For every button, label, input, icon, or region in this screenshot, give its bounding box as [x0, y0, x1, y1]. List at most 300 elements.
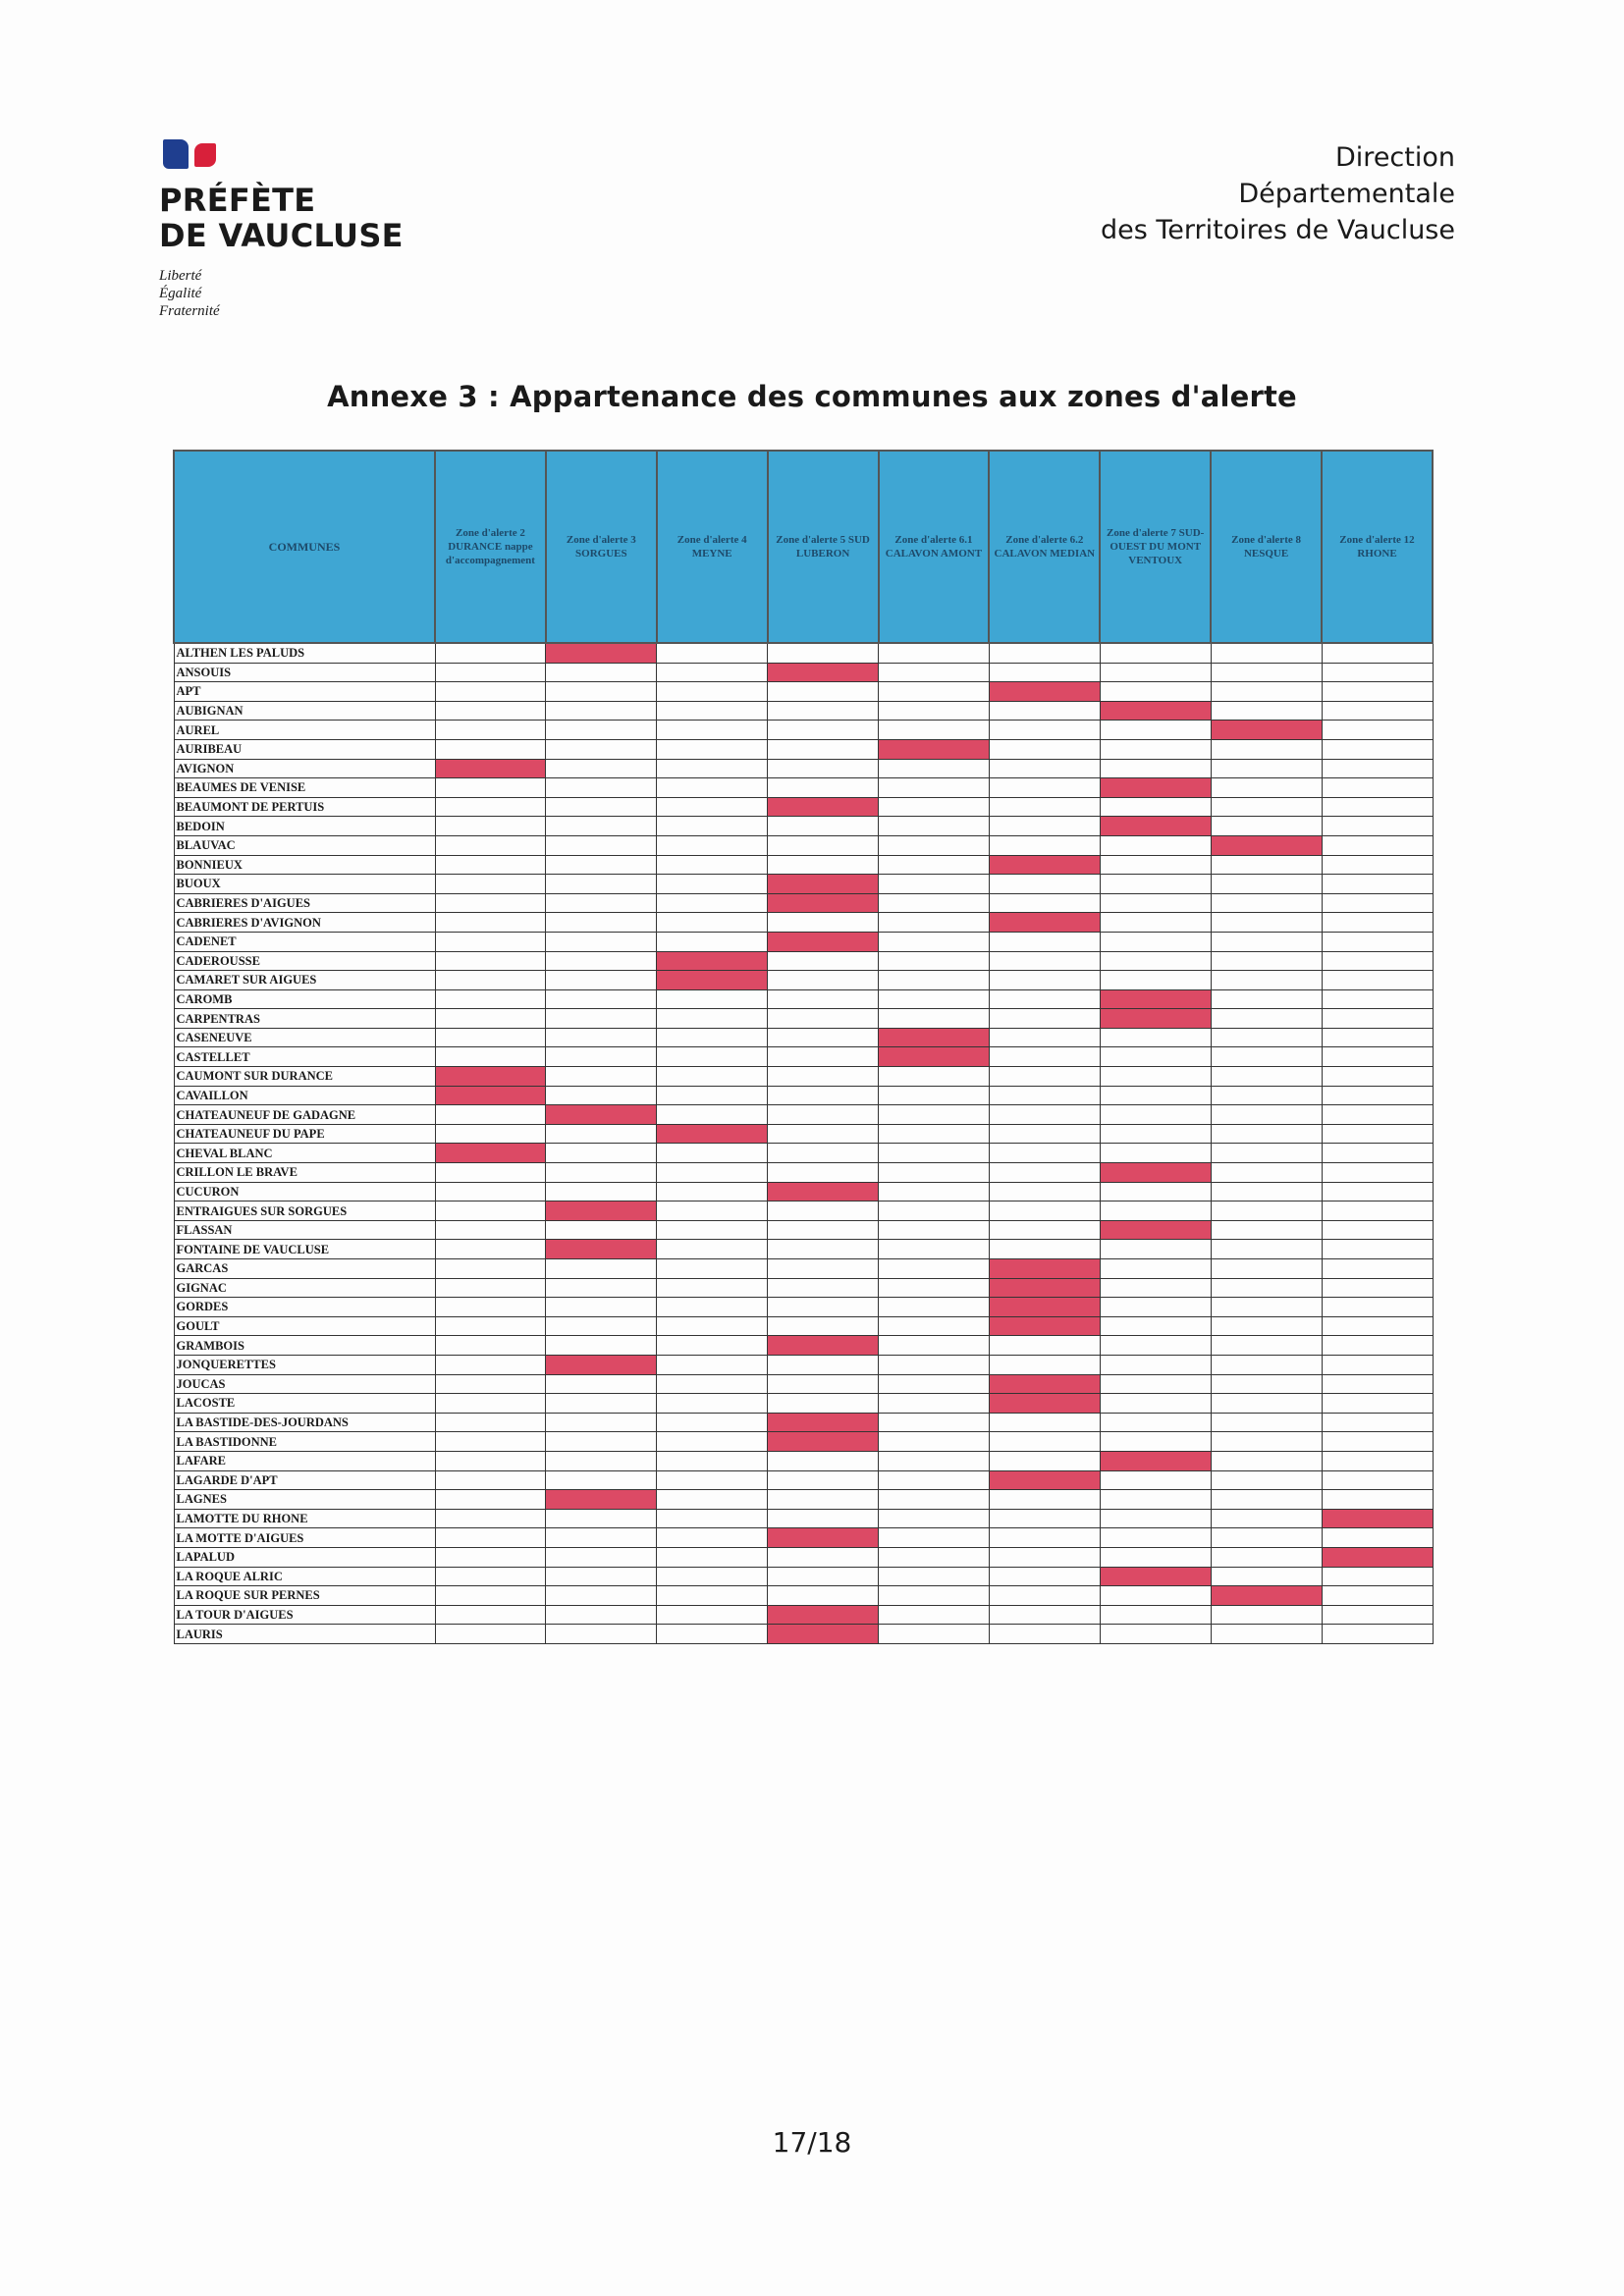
zone-cell — [657, 682, 768, 702]
zone-cell-marked — [989, 913, 1100, 933]
zone-cell-marked — [546, 643, 657, 663]
zone-cell — [989, 1336, 1100, 1356]
commune-name: APT — [174, 682, 435, 702]
zone-cell — [879, 1316, 990, 1336]
zone-cell — [989, 1355, 1100, 1374]
commune-name: GOULT — [174, 1316, 435, 1336]
zone-cell — [1211, 932, 1322, 951]
zone-cell — [1211, 817, 1322, 836]
zone-cell — [1100, 932, 1211, 951]
zone-cell — [1211, 1374, 1322, 1394]
zone-cell-marked — [768, 893, 879, 913]
zone-cell — [1100, 1278, 1211, 1298]
zone-cell — [1322, 1355, 1433, 1374]
zone-cell — [989, 1086, 1100, 1105]
zone-cell — [1322, 971, 1433, 990]
zone-cell — [435, 1124, 546, 1144]
zone-cell — [989, 893, 1100, 913]
zone-cell — [657, 1490, 768, 1510]
direction-line2: Départementale — [1238, 179, 1455, 209]
zone-cell — [435, 739, 546, 759]
zone-cell — [1322, 1490, 1433, 1510]
zone-cell — [546, 1182, 657, 1201]
zone-cell — [546, 1528, 657, 1548]
commune-name: CASENEUVE — [174, 1028, 435, 1047]
zone-cell — [989, 797, 1100, 817]
table-row — [174, 1240, 1433, 1259]
zone-cell-marked — [546, 1490, 657, 1510]
zone-cell — [1322, 797, 1433, 817]
zone-cell — [1211, 759, 1322, 778]
zone-cell — [1211, 797, 1322, 817]
commune-name: BEAUMONT DE PERTUIS — [174, 797, 435, 817]
zone-cell — [768, 1509, 879, 1528]
column-header-communes: COMMUNES — [174, 451, 435, 643]
zone-cell — [879, 1124, 990, 1144]
zone-cell — [657, 643, 768, 663]
zone-cell-marked — [1100, 1009, 1211, 1029]
zone-cell — [546, 989, 657, 1009]
zone-cell — [989, 759, 1100, 778]
table-row — [174, 1567, 1433, 1586]
zone-cell — [435, 1547, 546, 1567]
zone-cell — [1211, 1336, 1322, 1356]
zone-cell — [546, 1316, 657, 1336]
table-row — [174, 1355, 1433, 1374]
zone-cell — [989, 835, 1100, 855]
zone-cell — [546, 971, 657, 990]
zone-cell — [768, 835, 879, 855]
zone-cell — [1211, 1105, 1322, 1125]
zone-cell — [1211, 1086, 1322, 1105]
zone-cell — [657, 1625, 768, 1644]
zone-cell — [989, 701, 1100, 721]
zone-cell — [1100, 1144, 1211, 1163]
zone-cell — [657, 1259, 768, 1279]
zone-cell — [657, 1451, 768, 1470]
zone-cell — [1322, 1144, 1433, 1163]
commune-name: LA ROQUE ALRIC — [174, 1567, 435, 1586]
zone-cell — [435, 1336, 546, 1356]
zone-cell — [546, 1586, 657, 1606]
zone-cell-marked — [657, 951, 768, 971]
zone-cell — [768, 1490, 879, 1510]
zone-cell — [657, 913, 768, 933]
zone-cell — [1211, 1124, 1322, 1144]
zone-cell-marked — [435, 1067, 546, 1087]
zone-cell — [546, 701, 657, 721]
zone-cell — [1322, 1028, 1433, 1047]
commune-name: ANSOUIS — [174, 663, 435, 682]
zone-cell — [989, 1567, 1100, 1586]
zone-cell — [435, 1509, 546, 1528]
column-header-zone: Zone d'alerte 4 MEYNE — [657, 451, 768, 643]
zone-cell — [657, 1086, 768, 1105]
zone-cell — [435, 971, 546, 990]
zone-cell — [546, 817, 657, 836]
zone-cell — [768, 989, 879, 1009]
table-row — [174, 1547, 1433, 1567]
zone-cell — [546, 1470, 657, 1490]
zone-cell — [435, 1105, 546, 1125]
zone-cell — [1322, 739, 1433, 759]
zone-cell — [657, 1278, 768, 1298]
zone-cell — [879, 1432, 990, 1452]
zone-cell — [657, 1470, 768, 1490]
zone-cell — [989, 1201, 1100, 1221]
zone-cell — [879, 989, 990, 1009]
zone-cell — [435, 643, 546, 663]
zone-cell — [435, 778, 546, 798]
page-number: 17/18 — [772, 2126, 852, 2159]
zone-cell — [879, 1259, 990, 1279]
zone-cell — [546, 1047, 657, 1067]
zone-cell — [657, 875, 768, 894]
zone-cell — [989, 1586, 1100, 1606]
zone-cell — [1211, 701, 1322, 721]
zone-cell — [989, 1067, 1100, 1087]
zone-cell — [1100, 1470, 1211, 1490]
zone-cell — [1211, 1605, 1322, 1625]
zone-cell — [1100, 1028, 1211, 1047]
zone-cell — [1322, 855, 1433, 875]
zone-cell — [1100, 1394, 1211, 1414]
zone-cell — [546, 835, 657, 855]
marianne-flag-icon — [163, 139, 414, 173]
zone-cell-marked — [1100, 778, 1211, 798]
zone-cell — [768, 739, 879, 759]
commune-name: AUREL — [174, 721, 435, 740]
zone-cell-marked — [1322, 1547, 1433, 1567]
commune-name: LAURIS — [174, 1625, 435, 1644]
zone-cell — [1211, 1047, 1322, 1067]
zone-cell — [1322, 1625, 1433, 1644]
zone-cell-marked — [435, 759, 546, 778]
zone-cell — [657, 1298, 768, 1317]
zone-cell — [989, 778, 1100, 798]
zone-cell — [768, 817, 879, 836]
zone-cell — [1211, 971, 1322, 990]
commune-name: CADEROUSSE — [174, 951, 435, 971]
zone-cell — [768, 1394, 879, 1414]
zone-cell — [1211, 1067, 1322, 1087]
zone-cell — [1322, 951, 1433, 971]
zone-cell — [768, 778, 879, 798]
zone-cell — [879, 778, 990, 798]
zone-cell — [989, 932, 1100, 951]
zone-cell — [1211, 663, 1322, 682]
zone-cell — [1100, 1605, 1211, 1625]
table-row — [174, 1009, 1433, 1029]
zone-cell — [879, 817, 990, 836]
zone-cell — [879, 643, 990, 663]
zone-cell — [1100, 1124, 1211, 1144]
zone-cell — [657, 1586, 768, 1606]
zone-cell — [657, 1047, 768, 1067]
zone-cell — [879, 1413, 990, 1432]
zone-cell — [989, 1240, 1100, 1259]
commune-name: LAGNES — [174, 1490, 435, 1510]
zone-cell — [546, 1451, 657, 1470]
zone-cell — [989, 643, 1100, 663]
zone-cell — [879, 1470, 990, 1490]
zone-cell — [1322, 643, 1433, 663]
zone-cell — [879, 1298, 990, 1317]
zone-cell — [546, 1547, 657, 1567]
zone-cell — [657, 893, 768, 913]
zone-cell — [768, 855, 879, 875]
zone-cell — [435, 1355, 546, 1374]
zone-cell — [546, 951, 657, 971]
zone-cell-marked — [1211, 835, 1322, 855]
zone-cell — [1211, 875, 1322, 894]
commune-name: LAMOTTE DU RHONE — [174, 1509, 435, 1528]
zone-cell — [879, 1586, 990, 1606]
commune-name: CHATEAUNEUF DU PAPE — [174, 1124, 435, 1144]
zone-cell — [989, 1163, 1100, 1183]
zone-cell-marked — [768, 1625, 879, 1644]
zone-cell — [1211, 1567, 1322, 1586]
zone-cell — [546, 855, 657, 875]
zone-cell — [1211, 1298, 1322, 1317]
zone-cell — [435, 1625, 546, 1644]
commune-name: GORDES — [174, 1298, 435, 1317]
zone-cell — [435, 835, 546, 855]
zone-cell-marked — [989, 1470, 1100, 1490]
zone-cell — [1211, 1355, 1322, 1374]
commune-name: LA TOUR D'AIGUES — [174, 1605, 435, 1625]
commune-name: CABRIERES D'AVIGNON — [174, 913, 435, 933]
table-row — [174, 663, 1433, 682]
zone-cell — [546, 759, 657, 778]
column-header-zone: Zone d'alerte 3 SORGUES — [546, 451, 657, 643]
zone-cell — [989, 1144, 1100, 1163]
zone-cell — [1100, 1298, 1211, 1317]
commune-name: FLASSAN — [174, 1220, 435, 1240]
zone-cell — [1100, 643, 1211, 663]
commune-name: BLAUVAC — [174, 835, 435, 855]
zone-cell — [435, 1240, 546, 1259]
zone-cell — [1322, 1086, 1433, 1105]
zone-cell-marked — [768, 875, 879, 894]
zone-cell — [879, 1336, 990, 1356]
zone-cell — [546, 875, 657, 894]
prefecture-name — [159, 183, 414, 253]
zone-cell — [1211, 1259, 1322, 1279]
zone-cell — [657, 1163, 768, 1183]
direction-line3: des Territoires de Vaucluse — [1100, 215, 1455, 245]
zone-cell — [657, 1009, 768, 1029]
table-row — [174, 1605, 1433, 1625]
zone-cell — [435, 1163, 546, 1183]
zone-cell — [435, 817, 546, 836]
zone-cell-marked — [768, 932, 879, 951]
zone-cell — [435, 663, 546, 682]
commune-name: CUCURON — [174, 1182, 435, 1201]
zone-cell — [879, 1163, 990, 1183]
zone-cell — [768, 1201, 879, 1221]
zone-cell — [435, 1432, 546, 1452]
republic-motto — [159, 267, 414, 320]
zone-cell-marked — [989, 1259, 1100, 1279]
zone-cell — [879, 893, 990, 913]
zone-cell — [657, 1567, 768, 1586]
zone-cell — [435, 1278, 546, 1298]
zone-cell — [768, 1355, 879, 1374]
zone-cell — [657, 817, 768, 836]
zone-cell — [546, 1298, 657, 1317]
zone-cell — [1211, 1182, 1322, 1201]
zone-cell — [1100, 1336, 1211, 1356]
zone-cell — [989, 1028, 1100, 1047]
zone-cell — [989, 1105, 1100, 1125]
zone-cell-marked — [657, 971, 768, 990]
zone-cell — [1211, 643, 1322, 663]
zone-cell — [989, 1625, 1100, 1644]
zone-cell — [657, 989, 768, 1009]
table-row — [174, 643, 1433, 663]
zone-cell-marked — [1100, 817, 1211, 836]
zone-cell-marked — [879, 739, 990, 759]
commune-name: CARPENTRAS — [174, 1009, 435, 1029]
zone-cell — [657, 1528, 768, 1548]
motto-fraternite: Fraternité — [159, 303, 220, 319]
commune-name: CASTELLET — [174, 1047, 435, 1067]
zone-cell — [546, 778, 657, 798]
commune-name: CADENET — [174, 932, 435, 951]
zone-cell — [768, 1240, 879, 1259]
zone-cell-marked — [1100, 1567, 1211, 1586]
zone-cell — [435, 989, 546, 1009]
zone-cell — [546, 1220, 657, 1240]
zone-cell — [657, 1432, 768, 1452]
zone-cell — [546, 1259, 657, 1279]
zone-cell-marked — [1100, 1220, 1211, 1240]
zone-cell — [768, 1567, 879, 1586]
table-row — [174, 1470, 1433, 1490]
zone-cell — [1322, 759, 1433, 778]
zone-cell — [657, 1182, 768, 1201]
zone-cell — [768, 1086, 879, 1105]
zone-cell — [768, 1470, 879, 1490]
zone-cell — [1322, 1470, 1433, 1490]
zone-cell — [435, 932, 546, 951]
zone-cell — [879, 1201, 990, 1221]
zone-cell — [768, 1144, 879, 1163]
zone-cell — [1211, 1144, 1322, 1163]
zone-cell — [435, 913, 546, 933]
zone-cell — [435, 1605, 546, 1625]
zone-cell — [1322, 1451, 1433, 1470]
direction-heading — [1101, 139, 1455, 248]
zone-cell — [768, 759, 879, 778]
commune-name: AUBIGNAN — [174, 701, 435, 721]
zone-cell-marked — [879, 1047, 990, 1067]
zone-cell — [1211, 778, 1322, 798]
zone-cell-marked — [1100, 1163, 1211, 1183]
zone-cell — [657, 1220, 768, 1240]
table-row — [174, 1124, 1433, 1144]
zone-cell — [435, 1586, 546, 1606]
zone-cell — [546, 1625, 657, 1644]
table-row — [174, 1105, 1433, 1125]
commune-name: AVIGNON — [174, 759, 435, 778]
zone-cell — [657, 1105, 768, 1125]
commune-name: CRILLON LE BRAVE — [174, 1163, 435, 1183]
zone-cell — [657, 663, 768, 682]
zone-cell — [879, 701, 990, 721]
zone-cell — [989, 1509, 1100, 1528]
zone-cell — [989, 1451, 1100, 1470]
table-row — [174, 855, 1433, 875]
table-header-row — [174, 451, 1433, 643]
zone-cell — [546, 1067, 657, 1087]
commune-name: CABRIERES D'AIGUES — [174, 893, 435, 913]
zone-cell — [1100, 1413, 1211, 1432]
zone-cell — [879, 1374, 990, 1394]
zone-cell — [879, 759, 990, 778]
zone-cell — [989, 1490, 1100, 1510]
zone-cell — [1211, 855, 1322, 875]
zone-cell — [1322, 1336, 1433, 1356]
zone-cell — [546, 663, 657, 682]
zone-cell — [1100, 893, 1211, 913]
zone-cell — [1100, 971, 1211, 990]
zone-cell — [879, 1509, 990, 1528]
zone-cell — [1322, 721, 1433, 740]
zone-cell — [879, 797, 990, 817]
zone-cell — [1100, 1374, 1211, 1394]
zone-cell — [879, 1086, 990, 1105]
zone-cell — [768, 1028, 879, 1047]
zone-cell — [1100, 721, 1211, 740]
zone-cell — [1100, 1240, 1211, 1259]
zone-cell-marked — [768, 797, 879, 817]
table-row — [174, 759, 1433, 778]
table-row — [174, 797, 1433, 817]
zone-cell-marked — [989, 1374, 1100, 1394]
zone-cell — [768, 1163, 879, 1183]
table-row — [174, 1278, 1433, 1298]
zone-cell — [1322, 1105, 1433, 1125]
zone-cell — [989, 663, 1100, 682]
zone-cell — [1100, 1528, 1211, 1548]
zone-cell — [1322, 1605, 1433, 1625]
zone-cell-marked — [768, 1413, 879, 1432]
zone-cell — [1211, 1451, 1322, 1470]
zone-cell — [989, 1605, 1100, 1625]
zone-cell — [657, 1201, 768, 1221]
zone-cell-marked — [989, 855, 1100, 875]
prefecture-line2: DE VAUCLUSE — [159, 217, 404, 254]
zone-cell — [657, 778, 768, 798]
zone-cell — [1100, 1047, 1211, 1067]
zone-cell — [546, 1336, 657, 1356]
zone-cell — [1322, 663, 1433, 682]
zone-cell — [768, 913, 879, 933]
zone-cell — [657, 932, 768, 951]
zone-cell-marked — [989, 1298, 1100, 1317]
zone-cell — [435, 893, 546, 913]
zone-cell — [879, 1240, 990, 1259]
zone-cell — [1100, 913, 1211, 933]
commune-name: CAROMB — [174, 989, 435, 1009]
commune-name: ALTHEN LES PALUDS — [174, 643, 435, 663]
zone-cell-marked — [768, 1182, 879, 1201]
zone-cell — [768, 1374, 879, 1394]
zone-cell-marked — [657, 1124, 768, 1144]
zone-cell — [1100, 663, 1211, 682]
